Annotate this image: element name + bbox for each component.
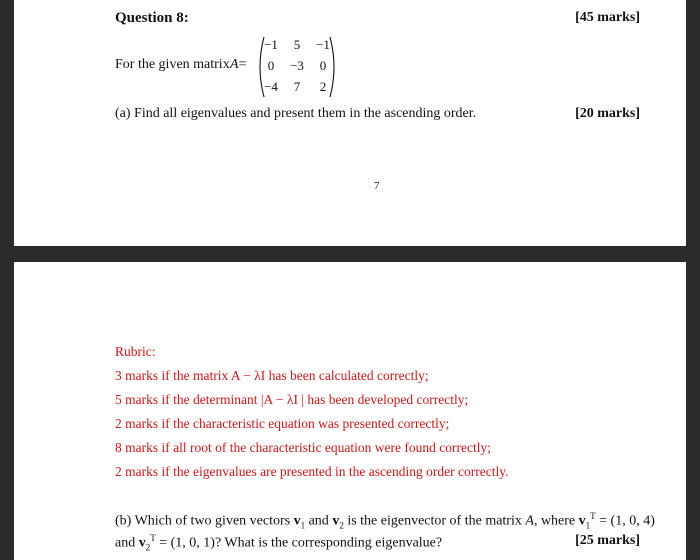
matrix-name-b: A: [525, 513, 534, 529]
rubric-line: 2 marks if the eigenvalues are presented in the ascending order correctly.: [115, 464, 509, 479]
vector-v2-transpose: v: [138, 535, 146, 551]
rubric-line: 5 marks if the determinant |A − λI | has been developed correctly;: [115, 392, 469, 407]
total-marks: [45 marks]: [575, 10, 640, 25]
matrix-cell: 2: [319, 79, 327, 94]
matrix-cell: 0: [267, 58, 275, 73]
matrix-cell: −3: [290, 58, 304, 73]
part-b-line-1: [115, 511, 655, 530]
matrix-cell: 5: [293, 37, 301, 52]
matrix-equals: =: [238, 57, 247, 72]
matrix-name: A: [230, 57, 239, 72]
rubric-line: 2 marks if the characteristic equation was presented correctly;: [115, 416, 450, 431]
vector-v2: v: [332, 513, 340, 529]
v1t-subscript: 1: [585, 520, 591, 531]
matrix-cell: 7: [293, 79, 301, 94]
rubric-heading: Rubric:: [115, 344, 156, 359]
and-word: and: [305, 513, 333, 529]
rubric-line: 3 marks if the matrix A − λI has been calculated correctly;: [115, 368, 429, 383]
v1-transpose-sup: T: [590, 511, 596, 521]
part-b-marks: [25 marks]: [575, 533, 640, 548]
matrix-label: [230, 57, 246, 73]
v2-subscript: 2: [339, 520, 344, 531]
part-b-line-2: [115, 533, 442, 552]
page-2: [14, 262, 686, 560]
page-number: 7: [374, 180, 380, 192]
matrix-prompt: For the given matrix: [115, 57, 230, 72]
v2-value: = (1, 0, 1)? What is the corresponding eigenvalue?: [155, 535, 443, 551]
part-a-marks: [20 marks]: [575, 106, 640, 121]
matrix-cell: −1: [316, 37, 330, 52]
part-b-prefix: (b) Which of two given vectors: [115, 513, 294, 529]
question-title: Question 8:: [115, 10, 189, 26]
v2-transpose-sup: T: [150, 533, 156, 543]
v1-value: = (1, 0, 4): [595, 513, 655, 529]
part-b-middle: is the eigenvector of the matrix: [343, 513, 526, 529]
part-b-line2-prefix: and: [115, 535, 139, 551]
v1-subscript: 1: [300, 520, 306, 531]
matrix-cell: −4: [264, 79, 278, 94]
part-a-question: (a) Find all eigenvalues and present them in the ascending order.: [115, 106, 477, 121]
v2t-subscript: 2: [145, 542, 151, 553]
vector-v1: v: [293, 513, 301, 529]
matrix-cell: 0: [319, 58, 327, 73]
matrix-cell: −1: [264, 37, 278, 52]
vector-v1-transpose: v: [578, 513, 586, 529]
matrix-a: [255, 35, 339, 99]
page-1: [14, 0, 686, 246]
rubric-line: 8 marks if all root of the characteristic equation were found correctly;: [115, 440, 491, 455]
part-b-where: , where: [533, 513, 579, 529]
